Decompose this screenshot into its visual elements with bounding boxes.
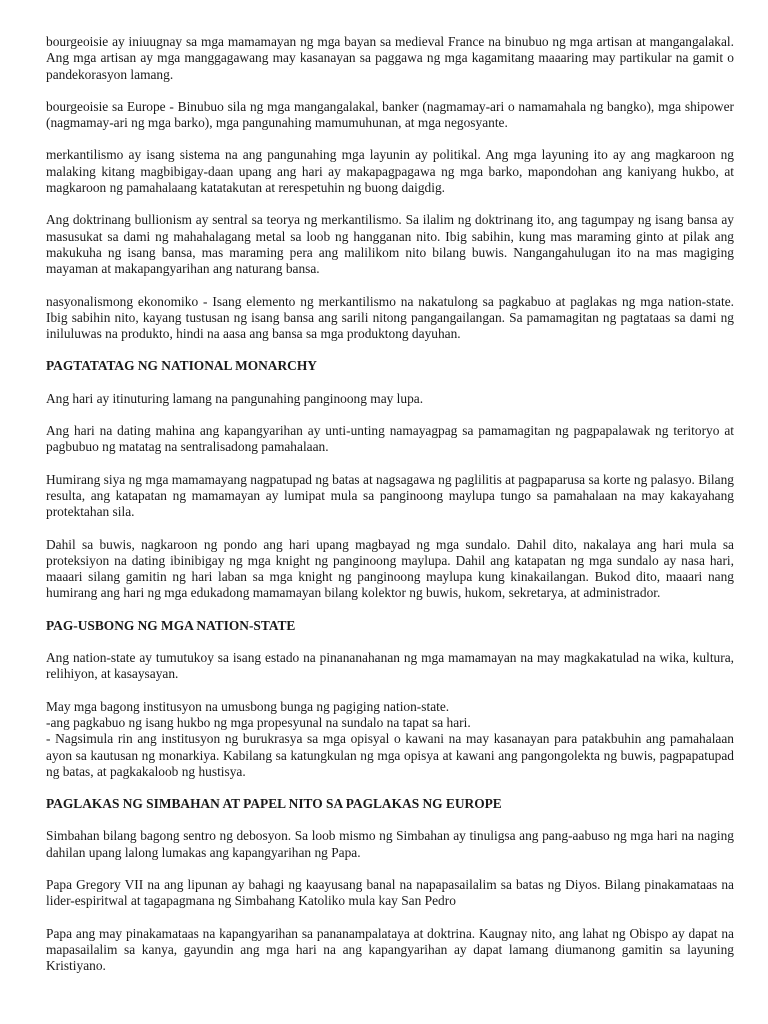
paragraph: Ang hari ay itinuturing lamang na pangunahing panginoong may lupa. bbox=[46, 390, 424, 406]
list-item: May mga bagong institusyon na umusbong bunga ng pagiging nation-state. bbox=[46, 698, 450, 714]
paragraph: Papa ang may pinakamataas na kapangyarihan sa pananampalataya at doktrina. Kaugnay nito, ang lahat ng Obispo ay dapat na mapasailalim sa kanya, gayundin ang mga hari na ang kapangyarihan ay dapat lamang diumanong gamitin sa layuning Kristiyano. bbox=[46, 925, 734, 974]
paragraph: bourgeoisie ay iniuugnay sa mga mamamayan ng mga bayan sa medieval France na binubuo ng mga artisan at mangangalakal. Ang mga artisan ay mga manggagawang may kasanayan sa paggawa ng mga kagamitang maaaring may partikular na gamit o pandekorasyon lamang. bbox=[46, 34, 734, 82]
paragraph: nasyonalismong ekonomiko - Isang elemento ng merkantilismo na nakatulong sa pagkabuo at paglakas ng mga nation-state. Ibig sabihin nito, kayang tustusan ng isang bansa ang sarili nitong pangangailangan. Sa pamamagitan ng pagtataas sa dami ng iniluluwas na produkto, hindi na aasa ang bansa sa mga produktong dayuhan. bbox=[46, 293, 734, 342]
section-heading: PAGLAKAS NG SIMBAHAN AT PAPEL NITO SA PAGLAKAS NG EUROPE bbox=[46, 796, 502, 812]
paragraph: Simbahan bilang bagong sentro ng debosyon. Sa loob mismo ng Simbahan ay tinuligsa ang pang-aabuso ng mga hari na naging dahilan upang lalong lumakas ang kapangyarihan ng Papa. bbox=[46, 828, 734, 860]
document-page bbox=[46, 34, 734, 974]
paragraph: Dahil sa buwis, nagkaroon ng pondo ang hari upang magbayad ng mga sundalo. Dahil dito, nakalaya ang hari mula sa proteksiyon na dating ibinibigay ng mga knight ng panginoong maylupa. Dahil ang katapatan ng mga sundalo ay nasa hari, maaari silang gamitin ng hari laban sa mga knight ng panginoong maylupa kung kinakailangan. Bukod dito, maaari nang humirang ang hari ng mga edukadong mamamayan bilang kolektor ng buwis, hukom, sekretarya, at administrador. bbox=[46, 536, 734, 601]
list-item: -ang pagkabuo ng isang hukbo ng mga propesyunal na sundalo na tapat sa hari. bbox=[46, 714, 471, 730]
list-block bbox=[46, 699, 734, 780]
list-item: - Nagsimula rin ang institusyon ng burukrasya sa mga opisyal o kawani na may kasanayan para patakbuhin ang pamahalaan ayon sa kautusan ng monarkiya. Kabilang sa katungkulan ng mga opisya at kawani ang pangongolekta ng buwis, pagpapatupad ng batas, at pagkakaloob ng hustisya. bbox=[46, 731, 734, 779]
paragraph: Humirang siya ng mga mamamayang nagpatupad ng batas at nagsagawa ng paglilitis at pagpaparusa sa korte ng palasyo. Bilang resulta, ang katapatan ng mamamayan ay lumipat mula sa panginoong maylupa tungo sa pamahalaan na may kakayahang protektahan sila. bbox=[46, 471, 734, 520]
section-heading: PAGTATATAG NG NATIONAL MONARCHY bbox=[46, 358, 317, 374]
paragraph: Papa Gregory VII na ang lipunan ay bahagi ng kaayusang banal na napapasailalim sa batas ng Diyos. Bilang pinakamataas na lider-espiritwal at tagapagmana ng Simbahang Katoliko mula kay San Pedro bbox=[46, 876, 734, 909]
paragraph: merkantilismo ay isang sistema na ang pangunahing mga layunin ay politikal. Ang mga layuning ito ay ang magkaroon ng malaking kitang magbibigay-daan upang ang hari ay makapagpagawa ng mga barko, mapondohan ang kaniyang hukbo, at magkaroon ng pamahalaang katatakutan at rerespetuhin ng buong daigdig. bbox=[46, 147, 734, 196]
paragraph: Ang doktrinang bullionism ay sentral sa teorya ng merkantilismo. Sa ilalim ng doktrinang ito, ang tagumpay ng isang bansa ay masusukat sa dami ng mahahalagang metal sa loob ng hangganan nito. Ibig sabihin, kung mas maraming ginto at pilak ang makukuha ng isang bansa, mas maraming pera ang malilikom nito bilang buwis. Nangangahulugan ito na mas magiging mayaman at makapangyarihan ang naturang bansa. bbox=[46, 212, 734, 277]
paragraph: bourgeoisie sa Europe - Binubuo sila ng mga mangangalakal, banker (nagmamay-ari o namamahala ng bangko), mga shipower (nagmamay-ari ng mga barko), mga pangunahing mamumuhunan, at mga negosyante. bbox=[46, 98, 734, 131]
paragraph: Ang hari na dating mahina ang kapangyarihan ay unti-unting namayagpag sa pamamagitan ng pagpapalawak ng teritoryo at pagbubuo ng matatag na sentralisadong pamahalaan. bbox=[46, 423, 734, 455]
section-heading: PAG-USBONG NG MGA NATION-STATE bbox=[46, 617, 296, 633]
paragraph: Ang nation-state ay tumutukoy sa isang estado na pinananahanan ng mga mamamayan na may magkakatulad na wika, kultura, relihiyon, at kasaysayan. bbox=[46, 650, 734, 682]
